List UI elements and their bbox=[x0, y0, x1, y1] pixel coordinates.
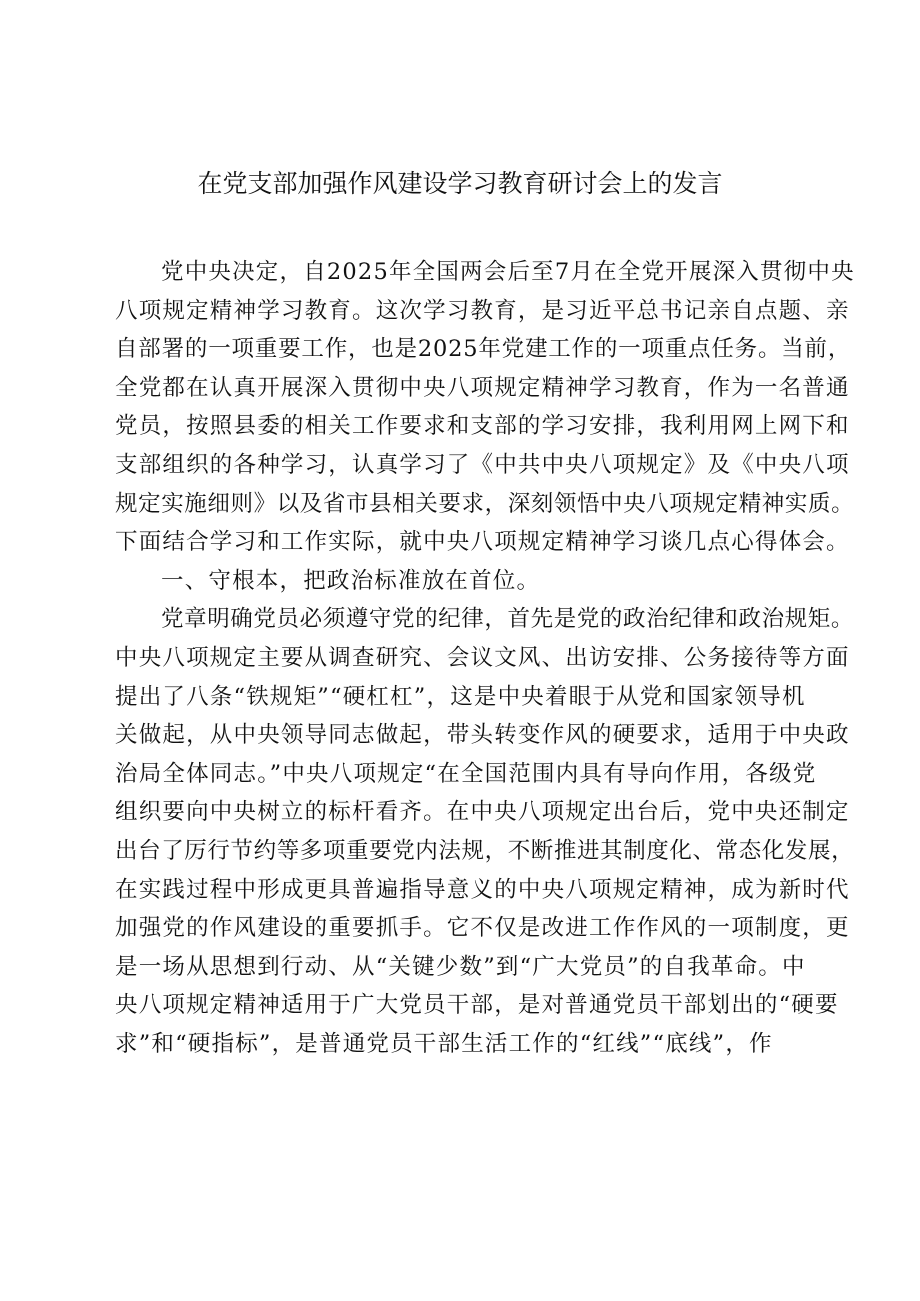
document-title: 在党支部加强作风建设学习教育研讨会上的发言 bbox=[197, 169, 723, 198]
paragraph-line: 全党都在认真开展深入贯彻中央八项规定精神学习教育，作为一名普通 bbox=[115, 374, 850, 401]
paragraph-line: 自部署的一项重要工作，也是2025年党建工作的一项重点任务。当前， bbox=[115, 336, 852, 363]
paragraph-line: 八项规定精神学习教育。这次学习教育，是习近平总书记亲自点题、亲 bbox=[115, 297, 850, 324]
paragraph-line: 治局全体同志。”中央八项规定“在全国范围内具有导向作用，各级党 bbox=[115, 760, 817, 787]
paragraph-line: 关做起，从中央领导同志做起，带头转变作风的硬要求，适用于中央政 bbox=[115, 722, 850, 749]
paragraph-line: 出台了厉行节约等多项重要党内法规，不断推进其制度化、常态化发展， bbox=[115, 837, 855, 864]
paragraph-line: 组织要向中央树立的标杆看齐。在中央八项规定出台后，党中央还制定 bbox=[115, 799, 850, 826]
paragraph-line: 提出了八条“铁规矩”“硬杠杠”，这是中央着眼于从党和国家领导机 bbox=[115, 683, 806, 710]
paragraph-line: 支部组织的各种学习，认真学习了《中共中央八项规定》及《中央八项 bbox=[115, 451, 850, 478]
document-body bbox=[115, 253, 855, 1063]
paragraph-line: 党中央决定，自2025年全国两会后至7月在全党开展深入贯彻中央 bbox=[161, 259, 855, 285]
paragraph-line: 中央八项规定主要从调查研究、会议文风、出访安排、公务接待等方面 bbox=[115, 644, 850, 671]
paragraph-line: 在实践过程中形成更具普遍指导意义的中央八项规定精神，成为新时代 bbox=[115, 876, 850, 903]
paragraph-line: 党章明确党员必须遵守党的纪律，首先是党的政治纪律和政治规矩。 bbox=[161, 606, 855, 633]
paragraph-line: 央八项规定精神适用于广大党员干部，是对普通党员干部划出的“硬要 bbox=[115, 992, 839, 1019]
paragraph-line: 求”和“硬指标”，是普通党员干部生活工作的“红线”“底线”，作 bbox=[115, 1030, 773, 1057]
paragraph-line: 下面结合学习和工作实际，就中央八项规定精神学习谈几点心得体会。 bbox=[115, 529, 850, 556]
paragraph-line: 是一场从思想到行动、从“关键少数”到“广大党员”的自我革命。中 bbox=[115, 953, 806, 980]
paragraph-line: 加强党的作风建设的重要抓手。它不仅是改进工作作风的一项制度，更 bbox=[115, 915, 850, 942]
section-heading: 一、守根本，把政治标准放在首位。 bbox=[161, 567, 541, 594]
paragraph-line: 党员，按照县委的相关工作要求和支部的学习安排，我利用网上网下和 bbox=[115, 413, 850, 440]
paragraph-line: 规定实施细则》以及省市县相关要求，深刻领悟中央八项规定精神实质。 bbox=[115, 490, 855, 517]
